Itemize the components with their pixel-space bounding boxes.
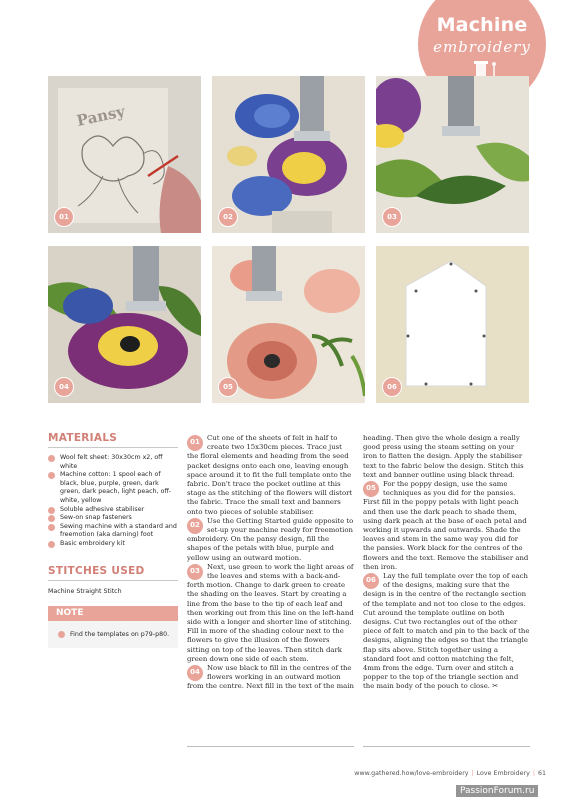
list-item: Sewing machine with a standard and freemotion (aka darning) foot bbox=[48, 523, 178, 540]
bullet-icon bbox=[48, 524, 55, 531]
bullet-icon bbox=[48, 455, 55, 462]
stitches-text: Machine Straight Stitch bbox=[48, 588, 122, 595]
instructions-column-1 bbox=[187, 434, 354, 692]
step-03: 03 Next, use green to work the light areas of the leaves and stems with a back-and-forth motion. Change to dark green to create the shading on the leaves. Start by creating a line from the base to the tip of each leaf and then working out from this line on the left-hand side with a longer and shorter line of stitching. Fill in more of the shading colour next to the flowers to give the illusion of the flowers sitting on top of the leaves. Then stitch dark green down one side of each stem. bbox=[187, 562, 354, 663]
divider bbox=[187, 746, 354, 747]
step-04: 04 Now use black to fill in the centres of the flowers working in an outward motion from the centre. Next fill in the text of the main bbox=[187, 664, 354, 691]
divider bbox=[48, 447, 178, 448]
step-number-badge: 05 bbox=[363, 481, 379, 497]
step-01: 01 Cut one of the sheets of felt in half to create two 15x30cm pieces. Trace just the floral elements and heading from the seed packet designs onto each one, leaving enough space around it to fit the full template onto the fabric. Don't trace the pocket outline at this stage as the stitching of the flowers will distort the fabric. Trace the small text and banners onto two pieces of soluble stabiliser. bbox=[187, 434, 353, 516]
photo-number-badge: 05 bbox=[218, 377, 238, 397]
page-number: 61 bbox=[537, 770, 546, 777]
photo-number-badge: 01 bbox=[54, 207, 74, 227]
materials-list bbox=[48, 454, 178, 549]
step-number-badge: 02 bbox=[187, 518, 203, 534]
photo-number-badge: 04 bbox=[54, 377, 74, 397]
list-item: Sew-on snap fasteners bbox=[48, 514, 178, 523]
step-number-badge: 04 bbox=[187, 665, 203, 681]
bullet-icon bbox=[48, 472, 55, 479]
materials-heading: MATERIALS bbox=[48, 432, 118, 444]
felt-lettering: Pansy bbox=[75, 102, 127, 130]
step-number-badge: 03 bbox=[187, 564, 203, 580]
photo-number-badge: 06 bbox=[382, 377, 402, 397]
step-04-continued: heading. Then give the whole design a really good press using the steam setting on your iron to flatten the design. Apply the stabiliser text to the fabric below the design. Stitch this text and banner outline using black thread. bbox=[363, 434, 524, 479]
note-box bbox=[48, 606, 178, 648]
step-photo-06 bbox=[376, 246, 529, 403]
page-footer: www.gathered.how/love-embroidery | Love Embroidery | 61 bbox=[354, 770, 546, 777]
step-02: 02 Use the Getting Started guide opposite to set-up your machine ready for freemotion embroidery. On the pansy design, fill the shapes of the petals with blue, purple and yellow using an outward motion. bbox=[187, 516, 354, 562]
list-item: Basic embroidery kit bbox=[48, 540, 178, 549]
note-text: Find the templates on p79-p80. bbox=[58, 631, 169, 638]
step-photo-05 bbox=[212, 246, 365, 403]
list-item: Soluble adhesive stabiliser bbox=[48, 506, 178, 515]
step-photo-02 bbox=[212, 76, 365, 233]
bullet-icon bbox=[58, 631, 65, 638]
step-06: 06 Lay the full template over the top of each of the designs, making sure that the design is in the centre of the rectangle section of the template and not too close to the edges. Cut around the template outline on both designs. Cut two rectangles out of the other piece of felt to match and pin to the back of the designs, aligning the edges so that the triangle flap sits above. Stitch together using a standard foot and cotton matching the felt, 4mm from the edge. Turn over and stitch a popper to the top of the triangle section and the main body of the pouch to close. ✂ bbox=[363, 572, 530, 691]
end-mark-icon: ✂ bbox=[492, 682, 498, 691]
list-item: Wool felt sheet: 30x30cm x2, off white bbox=[48, 454, 178, 471]
step-05: 05 For the poppy design, use the same techniques as you did for the pansies. First fill in the poppy petals with light peach and then use the dark peach to shade them, using dark peach at the base of each petal and working it upwards and outwards. Shade the leaves and stem in the same way you did for the pansies. Work black for the centres of the flowers and the text. Remove the stabiliser and then iron. bbox=[363, 480, 529, 571]
step-number-badge: 01 bbox=[187, 435, 203, 451]
list-item: Machine cotton: 1 spool each of black, blue, purple, green, dark green, dark peach, light peach, off-white, yellow bbox=[48, 471, 178, 505]
divider bbox=[363, 746, 530, 747]
watermark: PassionForum.ru bbox=[456, 785, 538, 797]
footer-url[interactable]: www.gathered.how/love-embroidery bbox=[354, 770, 469, 777]
divider bbox=[48, 580, 178, 581]
step-number-badge: 06 bbox=[363, 573, 379, 589]
photo-number-badge: 02 bbox=[218, 207, 238, 227]
section-subtitle: embroidery bbox=[433, 38, 531, 56]
step-photo-04 bbox=[48, 246, 201, 403]
photo-number-badge: 03 bbox=[382, 207, 402, 227]
section-title: Machine bbox=[436, 14, 528, 36]
bullet-icon bbox=[48, 515, 55, 522]
bullet-icon bbox=[48, 541, 55, 548]
bullet-icon bbox=[48, 507, 55, 514]
step-photo-01 bbox=[48, 76, 201, 233]
note-heading: NOTE bbox=[48, 606, 178, 621]
instructions-column-2 bbox=[363, 434, 530, 692]
step-photo-03 bbox=[376, 76, 529, 233]
stitches-heading: STITCHES USED bbox=[48, 565, 145, 577]
footer-magazine: Love Embroidery bbox=[476, 770, 530, 777]
